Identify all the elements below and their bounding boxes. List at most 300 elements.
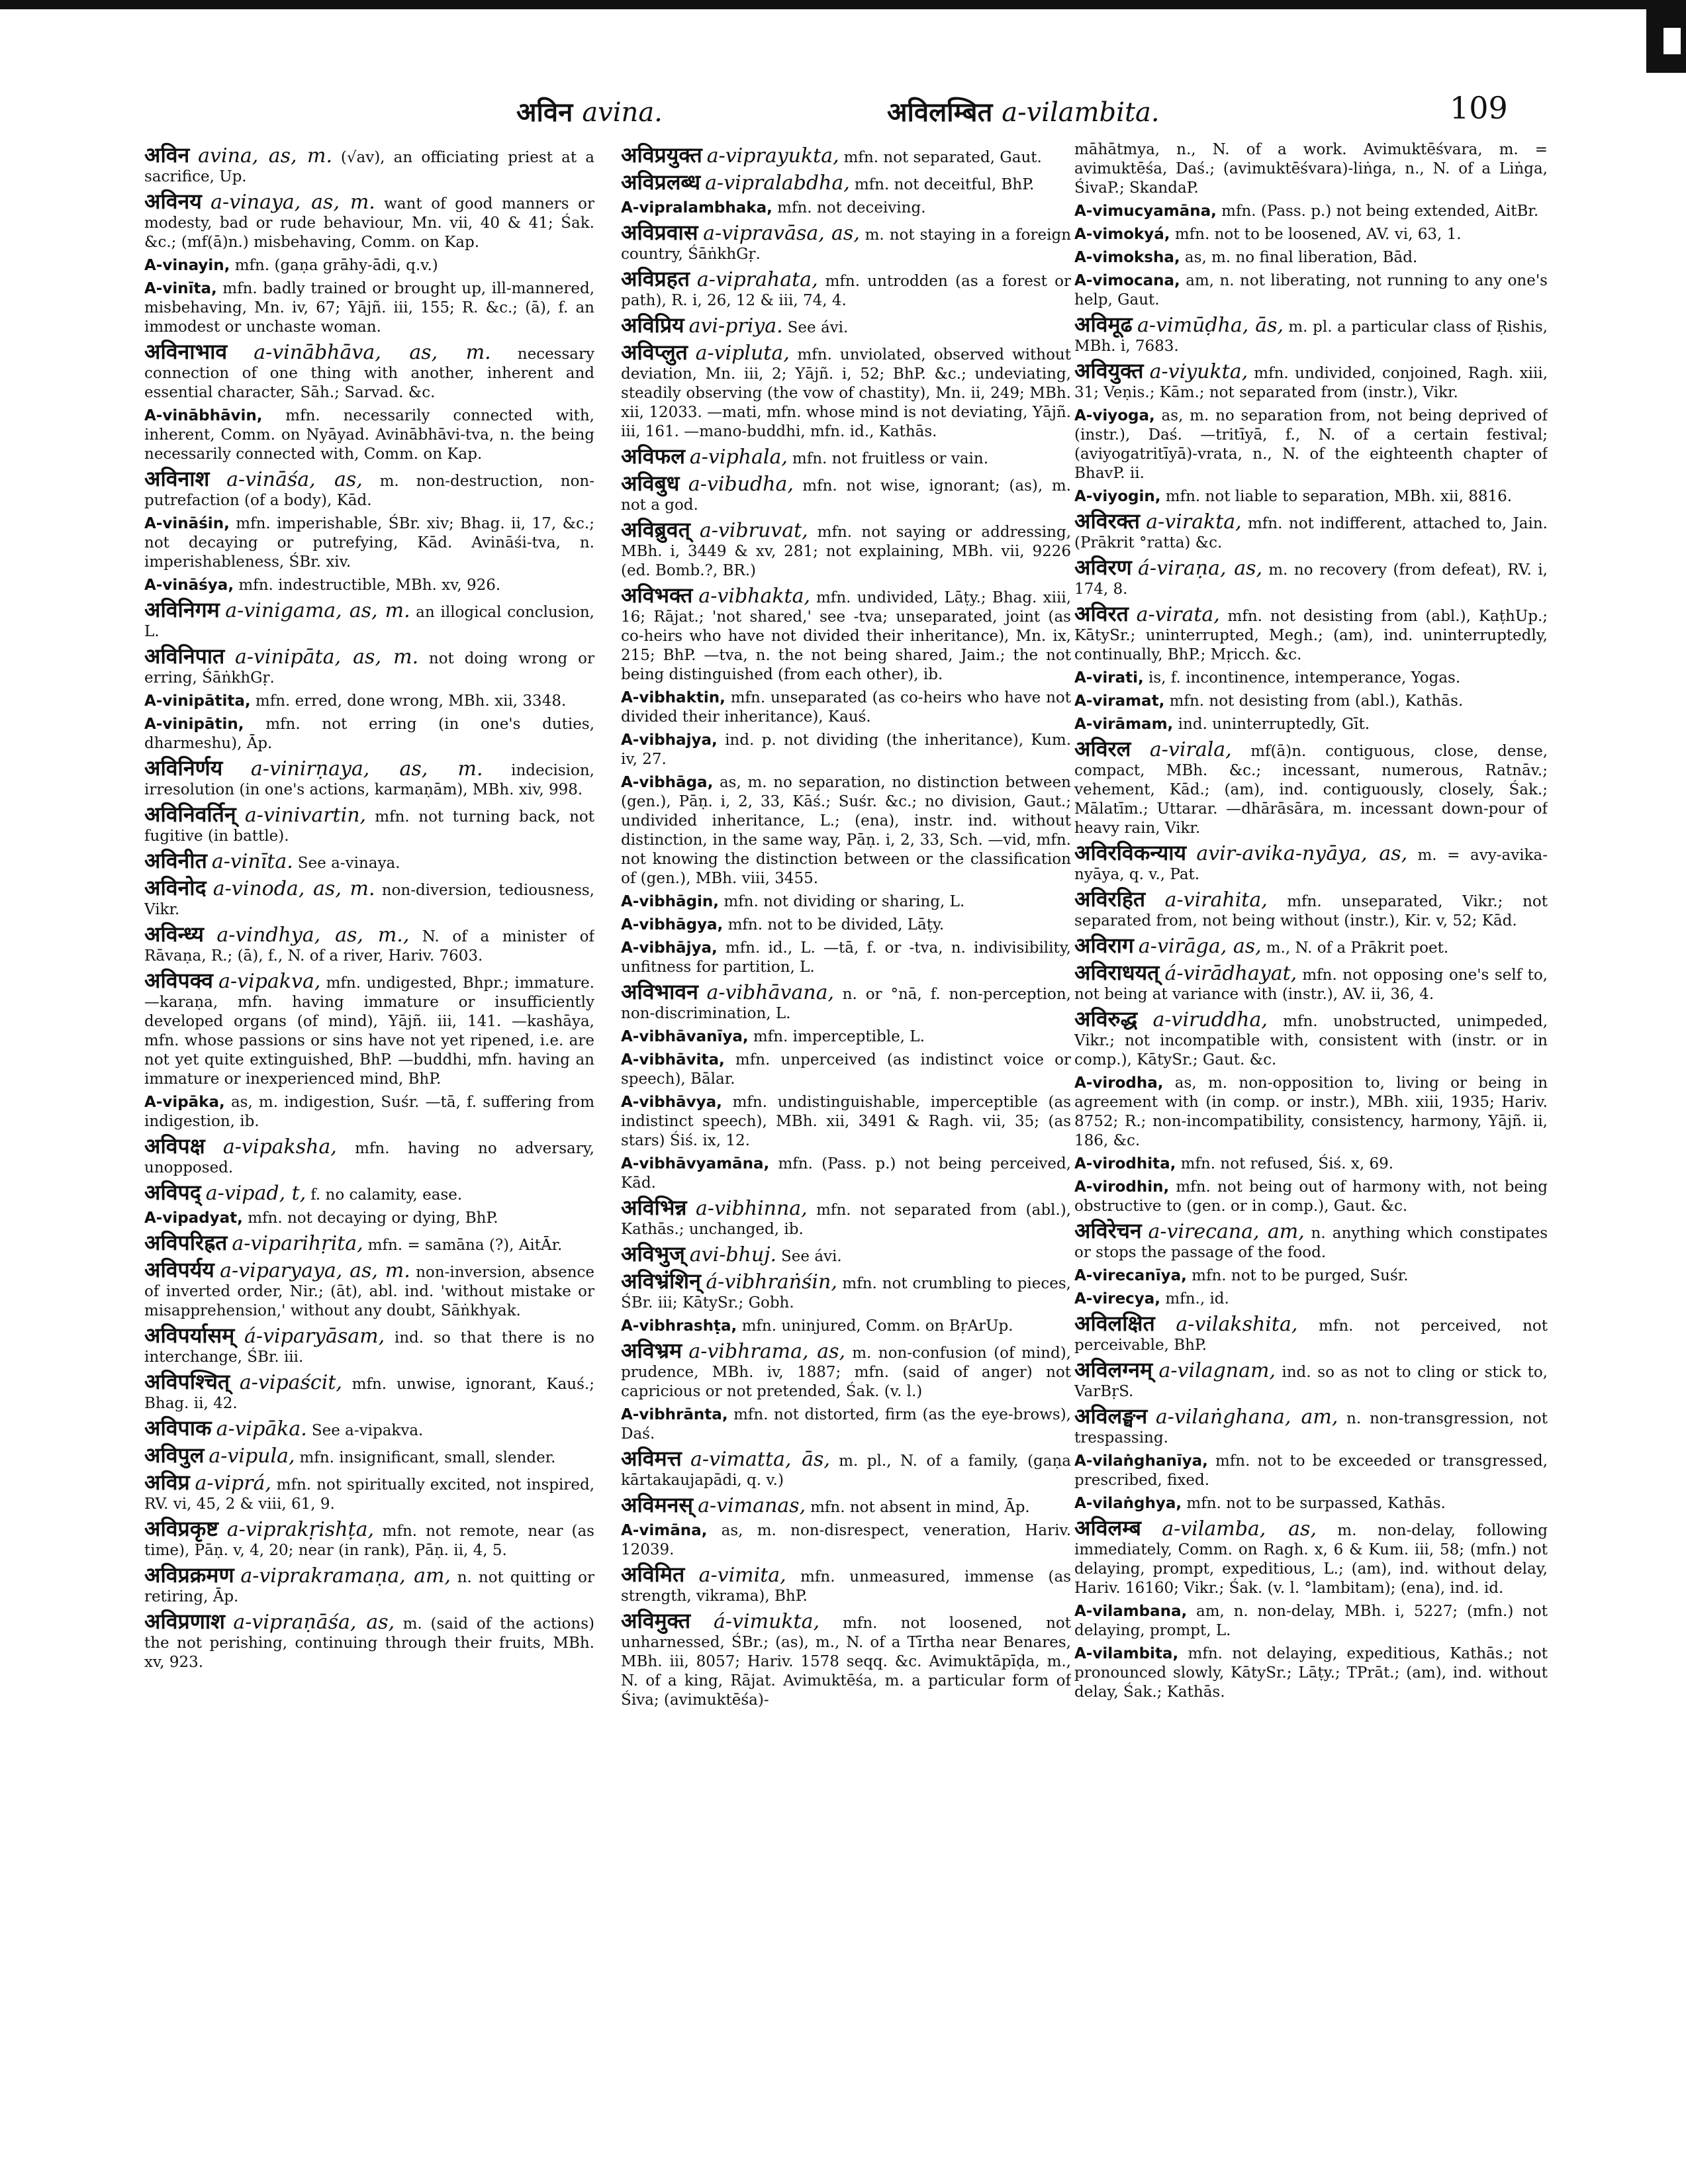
entry-headword-devanagari: अविलम्ब xyxy=(1074,1515,1141,1541)
subentry-term: A-vibhāvya, xyxy=(621,1094,722,1111)
subentry-term: A-virodhin, xyxy=(1074,1178,1170,1196)
subentry-term: A-vilaṅghya, xyxy=(1074,1495,1182,1512)
entry-headword-devanagari: अविरुद्ध xyxy=(1074,1006,1138,1031)
subentry-definition: mfn. badly trained or brought up, ill-mannered, misbehaving, Mn. iv, 67; Yājñ. iii, 155; R. &c.; (ā), f. an immodest or unchaste woman. xyxy=(144,280,594,336)
entry-headword-devanagari: अविपश्चित् xyxy=(144,1369,230,1394)
entry-headword-devanagari: अविप्रहत xyxy=(621,266,690,291)
subentry-definition: mfn. not dividing or sharing, L. xyxy=(724,893,965,910)
dictionary-entry xyxy=(621,1492,1071,1517)
subentry-term: A-viyogin, xyxy=(1074,488,1161,505)
subentry-term: A-vibhaktin, xyxy=(621,689,726,706)
subentry-definition: as, m. indigestion, Suśr. —tā, f. suffering from indigestion, ib. xyxy=(144,1094,594,1130)
entry-definition: mfn. not fruitless or vain. xyxy=(792,450,989,467)
subentry-definition: mfn. not to be divided, Lāṭy. xyxy=(727,916,945,933)
subentry-definition: as, m. no separation, no distinction between (gen.), Pāṇ. i, 2, 33, Kāś.; Suśr. &c.; no division, Gaut.; undivided inheritance, L.; (ena), instr. ind. without distinction, in the same way, Pāṇ. i, 2, 33, Sch. —vid, mfn. not knowing the distinction between or the classification of (gen.), MBh. viii, 3455. xyxy=(621,774,1071,887)
entry-definition: See ávi. xyxy=(781,1248,842,1265)
entry-transliteration: a-vibhinna, xyxy=(695,1197,808,1220)
entry-definition: m. pl., N. of a family, (gaṇa kārtakaujapādi, q. v.) xyxy=(621,1452,1071,1489)
subentry-term: A-virodha, xyxy=(1074,1074,1164,1092)
entry-definition: f. no calamity, ease. xyxy=(310,1186,463,1204)
dictionary-entry xyxy=(144,802,594,846)
entry-headword-devanagari: अविपर्यय xyxy=(144,1257,214,1282)
subentry-term: A-vinipātin, xyxy=(144,716,244,733)
entry-transliteration: a-virala, xyxy=(1149,738,1232,761)
dictionary-subentry xyxy=(144,1209,594,1228)
entry-transliteration: a-vibhāvana, xyxy=(706,981,835,1004)
subentry-term: A-vibhrānta, xyxy=(621,1406,728,1423)
subentry-term: A-vināśya, xyxy=(144,577,234,594)
dictionary-entry xyxy=(1074,555,1548,599)
entry-transliteration: a-vinigama, as, m. xyxy=(225,599,410,622)
column-3 xyxy=(1074,140,1548,2153)
entry-headword-devanagari: अविभक्त xyxy=(621,583,693,608)
subentry-term: A-virati, xyxy=(1074,669,1144,687)
dictionary-entry xyxy=(1074,960,1548,1004)
subentry-term: A-vibhāvanīya, xyxy=(621,1028,749,1045)
entry-transliteration: a-vibhrama, as, xyxy=(688,1340,846,1363)
subentry-definition: mfn. not decaying or dying, BhP. xyxy=(248,1210,498,1227)
subentry-definition: ind. uninterruptedly, Gīt. xyxy=(1178,716,1370,733)
entry-headword-devanagari: अविनोद xyxy=(144,875,207,900)
entry-transliteration: á-vibhraṅśin, xyxy=(706,1270,837,1294)
entry-headword-devanagari: अविराधयत् xyxy=(1074,960,1160,985)
subentry-term: A-vimucyamāna, xyxy=(1074,203,1217,220)
entry-headword-devanagari: अविप्रलब्ध xyxy=(621,169,701,195)
entry-headword-devanagari: अविभावन xyxy=(621,979,698,1004)
dictionary-entry xyxy=(1074,1311,1548,1355)
dictionary-subentry xyxy=(621,1051,1071,1089)
running-head-right-deva: अविलम्बित xyxy=(887,97,993,128)
subentry-definition: mfn. not desisting from (abl.), Kathās. xyxy=(1169,692,1464,710)
entry-headword-devanagari: अविपक्ष xyxy=(144,1133,205,1159)
entry-transliteration: a-viruddha, xyxy=(1152,1008,1268,1031)
subentry-term: A-viyoga, xyxy=(1074,407,1155,424)
entry-transliteration: a-vipula, xyxy=(209,1445,295,1468)
entry-transliteration: a-vimanas, xyxy=(698,1494,806,1517)
dictionary-subentry xyxy=(621,916,1071,935)
entry-headword-devanagari: अविप्लुत xyxy=(621,340,688,365)
entry-headword-devanagari: अविरहित xyxy=(1074,886,1146,912)
entry-headword-devanagari: अविफल xyxy=(621,444,685,469)
entry-headword-devanagari: अविपर्यासम् xyxy=(144,1323,235,1348)
subentry-term: A-vinayin, xyxy=(144,257,230,274)
dictionary-entry xyxy=(1074,508,1548,553)
dictionary-entry xyxy=(144,597,594,641)
entry-headword-devanagari: अविब्रुवत् xyxy=(621,517,690,542)
entry-definition: non-inversion, absence of inverted order, Nir.; (āt), abl. ind. 'without mistake or misapprehension,' without any doubt, Sāṅkhyak. xyxy=(144,1264,594,1319)
entry-definition: want of good manners or modesty, bad or rude behaviour, Mn. vii, 40 & 41; Śak. &c.; (mf(ā)n.) misbehaving, Comm. on Kap. xyxy=(144,195,594,251)
entry-definition: mfn. insignificant, small, slender. xyxy=(299,1449,556,1466)
subentry-term: A-virodhita, xyxy=(1074,1155,1176,1172)
top-border xyxy=(0,0,1686,9)
entry-headword-devanagari: अविभ्रंशिन् xyxy=(621,1268,701,1294)
subentry-term: A-vimocana, xyxy=(1074,272,1180,289)
entry-transliteration: a-vinaya, as, m. xyxy=(211,191,375,214)
entry-headword-devanagari: अविमूढ xyxy=(1074,312,1133,337)
dictionary-subentry xyxy=(1074,225,1548,244)
entry-transliteration: a-viprakramaṇa, am, xyxy=(240,1564,451,1588)
dictionary-subentry xyxy=(1074,1266,1548,1286)
column-2 xyxy=(621,140,1071,2153)
entry-transliteration: a-viphala, xyxy=(689,446,788,469)
dictionary-entry xyxy=(1074,1403,1548,1448)
entry-definition: See a-vinaya. xyxy=(297,855,400,872)
entry-transliteration: á-viparyāsam, xyxy=(244,1325,385,1348)
running-head-left-deva: अविन xyxy=(516,97,573,128)
dictionary-entry xyxy=(621,1268,1071,1313)
entry-definition: mf(ā)n. contiguous, close, dense, compact, MBh. &c.; incessant, numerous, Ratnāv.; vehement, Kād.; (am), ind. contiguously, closely, Śak.; Mālatīm.; Uttarar. —dhārāsāra, m. incessant down-pour of heavy rain, Vikr. xyxy=(1074,743,1548,837)
entry-transliteration: á-virādhayat, xyxy=(1164,962,1297,985)
dictionary-entry xyxy=(621,266,1071,310)
dictionary-entry xyxy=(144,848,594,873)
entry-headword-devanagari: अविनय xyxy=(144,189,202,214)
column-1 xyxy=(144,140,594,2153)
entry-transliteration: a-viprahata, xyxy=(696,268,818,291)
dictionary-entry xyxy=(1074,1006,1548,1070)
entry-definition: mfn. not crumbling to pieces, ŚBr. iii; KātySr.; Gobh. xyxy=(621,1275,1071,1311)
entry-headword-devanagari: अविप्र xyxy=(144,1470,190,1495)
running-head-right xyxy=(887,93,1160,129)
subentry-term: A-virecya, xyxy=(1074,1290,1161,1307)
entry-transliteration: a-vibhakta, xyxy=(698,585,811,608)
entry-definition: non-diversion, tediousness, Vikr. xyxy=(144,882,594,918)
subentry-definition: mfn. imperishable, ŚBr. xiv; Bhag. ii, 17, &c.; not decaying or putrefying, Kād. Avināśi-tva, n. imperishableness, ŚBr. xiv. xyxy=(144,515,594,571)
dictionary-columns xyxy=(144,140,1548,2153)
entry-definition: n. non-transgression, not trespassing. xyxy=(1074,1410,1548,1447)
entry-definition: m. = avy-avika-nyāya, q. v., Pat. xyxy=(1074,847,1548,883)
subentry-definition: ind. p. not dividing (the inheritance), Kum. iv, 27. xyxy=(621,732,1071,768)
entry-definition: ind. so that there is no interchange, ŚBr. iii. xyxy=(144,1329,594,1366)
subentry-term: A-vimoksha, xyxy=(1074,249,1180,266)
entry-headword-devanagari: अविनिपात xyxy=(144,643,225,669)
subentry-definition: mfn. uninjured, Comm. on BṛArUp. xyxy=(741,1317,1013,1335)
subentry-term: A-vibhājya, xyxy=(621,939,718,957)
dictionary-entry xyxy=(621,471,1071,515)
dictionary-subentry xyxy=(1074,1494,1548,1513)
entry-definition: mfn. not desisting from (abl.), KaṭhUp.; KātySr.; uninterrupted, Megh.; (am), ind. uninterruptedly, continually, BhP.; Mṛicch. &c. xyxy=(1074,608,1548,663)
subentry-definition: is, f. incontinence, intemperance, Yogas. xyxy=(1148,669,1461,687)
dictionary-subentry xyxy=(621,1405,1071,1444)
entry-headword-devanagari: अविभिन्न xyxy=(621,1195,687,1220)
entry-headword-devanagari: अविनाभाव xyxy=(144,339,228,364)
subentry-definition: mfn. imperceptible, L. xyxy=(753,1028,925,1045)
subentry-definition: mfn. not to be loosened, AV. vi, 63, 1. xyxy=(1174,226,1462,243)
subentry-definition: mfn. indestructible, MBh. xv, 926. xyxy=(238,577,501,594)
entry-definition: m. no recovery (from defeat), RV. i, 174, 8. xyxy=(1074,561,1548,598)
entry-transliteration: a-vipaksha, xyxy=(222,1135,337,1159)
subentry-definition: mfn. id., L. —tā, f. or -tva, n. indivisibility, unfitness for partition, L. xyxy=(621,939,1071,976)
dictionary-subentry xyxy=(144,279,594,337)
entry-transliteration: a-virecana, am, xyxy=(1148,1220,1305,1243)
subentry-term: A-virāmam, xyxy=(1074,716,1174,733)
page-corner-mark xyxy=(1646,0,1686,73)
dictionary-entry xyxy=(621,1446,1071,1490)
entry-headword-devanagari: अविनीत xyxy=(144,848,207,873)
entry-headword-devanagari: अविलग्नम् xyxy=(1074,1357,1153,1382)
subentry-definition: mfn. necessarily connected with, inherent, Comm. on Nyāyad. Avinābhāvi-tva, n. the being necessarily connected with, Comm. on Kap. xyxy=(144,407,594,463)
entry-definition: mfn. unwise, ignorant, Kauś.; Bhag. ii, 42. xyxy=(144,1376,594,1412)
dictionary-entry xyxy=(1074,933,1548,958)
entry-definition: m. not staying in a foreign country, ŚāṅkhGṛ. xyxy=(621,226,1071,263)
entry-definition: m. non-destruction, non-putrefaction (of a body), Kād. xyxy=(144,473,594,509)
entry-transliteration: a-vibudha, xyxy=(688,473,794,496)
subentry-term: A-vipāka, xyxy=(144,1094,225,1111)
entry-headword-devanagari: अविपक्व xyxy=(144,968,213,993)
running-head-left xyxy=(516,93,663,129)
subentry-definition: am, n. not liberating, not running to any one's help, Gaut. xyxy=(1074,272,1548,309)
dictionary-subentry xyxy=(621,892,1071,912)
dictionary-entry xyxy=(144,755,594,800)
dictionary-entry xyxy=(621,312,1071,338)
subentry-definition: mfn. erred, done wrong, MBh. xii, 3348. xyxy=(255,692,567,710)
entry-headword-devanagari: अविरल xyxy=(1074,736,1131,761)
entry-definition: mfn. not indifferent, attached to, Jain. (Prākrit °ratta) &c. xyxy=(1074,515,1548,551)
entry-transliteration: a-vipāka. xyxy=(216,1417,307,1441)
entry-headword-devanagari: अविराग xyxy=(1074,933,1134,958)
entry-headword-devanagari: अविनिवर्तिन् xyxy=(144,802,236,827)
entry-headword-devanagari: अविप्रवास xyxy=(621,220,698,245)
entry-definition: mfn. not separated from (abl.), Kathās.; unchanged, ib. xyxy=(621,1202,1071,1238)
dictionary-entry xyxy=(621,583,1071,685)
dictionary-subentry xyxy=(144,256,594,275)
subentry-definition: am, n. non-delay, MBh. i, 5227; (mfn.) not delaying, prompt, L. xyxy=(1074,1603,1548,1639)
dictionary-entry xyxy=(1074,886,1548,931)
entry-transliteration: a-vibruvat, xyxy=(699,519,808,542)
dictionary-entry xyxy=(621,220,1071,264)
dictionary-entry xyxy=(144,1230,594,1255)
entry-definition: N. of a minister of Rāvaṇa, R.; (ā), f., N. of a river, Hariv. 7603. xyxy=(144,928,594,965)
dictionary-entry xyxy=(144,968,594,1089)
dictionary-entry xyxy=(1074,1515,1548,1598)
subentry-definition: mfn. not to be surpassed, Kathās. xyxy=(1186,1495,1446,1512)
entry-definition: mfn. unmeasured, immense (as strength, vikrama), BhP. xyxy=(621,1568,1071,1605)
entry-definition: mfn. unobstructed, unimpeded, Vikr.; not incompatible with, consistent with (instr. or in comp.), KātySr.; Gaut. &c. xyxy=(1074,1013,1548,1068)
entry-headword-devanagari: अविप्रयुक्त xyxy=(621,142,702,167)
entry-transliteration: a-vinābhāva, as, m. xyxy=(254,341,491,364)
entry-definition: m. pl. a particular class of Ṛishis, MBh. i, 7683. xyxy=(1074,318,1548,355)
entry-definition: mfn. not saying or addressing, MBh. i, 3449 & xv, 281; not explaining, MBh. vii, 9226 (ed. Bomb.?, BR.) xyxy=(621,524,1071,579)
entry-definition: mfn. not absent in mind, Āp. xyxy=(810,1499,1030,1516)
dictionary-subentry xyxy=(1074,1290,1548,1309)
entry-definition: m. non-confusion (of mind), prudence, MBh. iv, 1887; mfn. (said of anger) not capricious or not pretended, Śak. (v. l.) xyxy=(621,1345,1071,1400)
subentry-term: A-virecanīya, xyxy=(1074,1267,1187,1284)
subentry-term: A-vibhāga, xyxy=(621,774,714,791)
entry-headword-devanagari: अविनाश xyxy=(144,466,210,491)
entry-transliteration: avina, as, m. xyxy=(198,144,332,167)
dictionary-subentry xyxy=(1074,271,1548,310)
subentry-term: A-vinipātita, xyxy=(144,692,251,710)
entry-definition: m. non-delay, following immediately, Comm. on Ragh. x, 6 & Kum. iii, 58; (mfn.) not delaying, prompt, expeditious, L.; (am), ind. without delay, Hariv. 16160; Vikr.; Śak. (v. l. °lambitam); (ena), ind. id. xyxy=(1074,1522,1548,1597)
dictionary-subentry xyxy=(1074,487,1548,506)
subentry-definition: mfn. not delaying, expeditious, Kathās.; not pronounced slowly, KātySr.; Lāṭy.; TPrāt.; (am), ind. without delay, Śak.; Kathās. xyxy=(1074,1645,1548,1701)
dictionary-entry xyxy=(621,979,1071,1023)
dictionary-subentry xyxy=(1074,1644,1548,1702)
page-header xyxy=(0,90,1686,132)
subentry-term: A-vibhāvyamāna, xyxy=(621,1155,770,1172)
subentry-definition: mfn. not deceiving. xyxy=(777,199,926,216)
subentry-definition: mfn. not refused, Śiś. x, 69. xyxy=(1180,1155,1394,1172)
dictionary-subentry xyxy=(621,199,1071,218)
entry-transliteration: a-vinirṇaya, as, m. xyxy=(250,757,483,781)
subentry-definition: mfn. undistinguishable, imperceptible (as indistinct speech), MBh. xii, 3491 & Ragh. vii, 35; (as stars) Śiś. ix, 12. xyxy=(621,1094,1071,1149)
entry-transliteration: a-virakta, xyxy=(1146,510,1242,534)
subentry-term: A-vināśin, xyxy=(144,515,230,532)
entry-transliteration: a-viprayukta, xyxy=(706,144,839,167)
dictionary-subentry xyxy=(621,731,1071,769)
dictionary-entry xyxy=(1074,1218,1548,1262)
dictionary-entry xyxy=(621,1338,1071,1401)
entry-transliteration: a-vinoda, as, m. xyxy=(212,877,375,900)
dictionary-entry xyxy=(1074,840,1548,884)
entry-headword-devanagari: अविपुल xyxy=(144,1443,205,1468)
entry-headword-devanagari: अविपरिह्रत xyxy=(144,1230,228,1255)
subentry-definition: mfn. unseparated (as co-heirs who have not divided their inheritance), Kauś. xyxy=(621,689,1071,726)
subentry-definition: as, m. no separation from, not being deprived of (instr.), Daś. —tritīyā, f., N. of a certain festival; (aviyogatritīyā)-vrata, n., N. of the eighteenth chapter of BhavP. ii. xyxy=(1074,407,1548,482)
entry-transliteration: a-vinivartin, xyxy=(244,804,367,827)
dictionary-entry xyxy=(144,1516,594,1560)
dictionary-entry xyxy=(144,1323,594,1367)
running-head-left-roman: avina. xyxy=(582,97,663,128)
subentry-definition: mfn. not erring (in one's duties, dharmeshu), Āp. xyxy=(144,716,594,752)
dictionary-entry xyxy=(1074,736,1548,838)
entry-definition: mfn. unviolated, observed without deviation, Mn. iii, 2; Yājñ. i, 52; BhP. &c.; undeviating, steadily observing (the vow of chastity), Mn. ii, 249; MBh. xii, 12033. —mati, mfn. whose mind is not deviating, Yājñ. iii, 161. —mano-buddhi, mfn. id., Kathās. xyxy=(621,346,1071,440)
subentry-definition: mfn. not being out of harmony with, not being obstructive to (gen. or in comp.), Gaut. &c. xyxy=(1074,1178,1548,1215)
dictionary-subentry xyxy=(1074,669,1548,688)
entry-transliteration: a-vināśa, as, xyxy=(226,468,363,491)
dictionary-subentry xyxy=(1074,715,1548,734)
entry-transliteration: a-viprakṛishṭa, xyxy=(226,1518,374,1541)
entry-definition: n. not quitting or retiring, Āp. xyxy=(144,1569,594,1605)
subentry-term: A-vimāna, xyxy=(621,1522,708,1539)
entry-transliteration: a-vilagnam, xyxy=(1158,1359,1276,1382)
entry-definition: n. anything which constipates or stops the passage of the food. xyxy=(1074,1225,1548,1261)
subentry-term: A-vinābhāvin, xyxy=(144,407,263,424)
dictionary-entry xyxy=(144,875,594,920)
entry-definition: mfn. not loosened, not unharnessed, ŚBr.; (as), m., N. of a Tīrtha near Benares, MBh. iii, 8057; Hariv. 1578 seqq. &c. Avimuktāpīḍa, m., N. of a king, Rājat. Avimuktēśa, m. a particular form of Śiva; (avimuktēśa)- xyxy=(621,1615,1071,1709)
dictionary-entry xyxy=(144,1257,594,1321)
dictionary-subentry xyxy=(1074,1452,1548,1490)
entry-definition: n. or °nā, f. non-perception, non-discrimination, L. xyxy=(621,986,1071,1022)
running-head-right-roman: a-vilambita. xyxy=(1002,97,1160,128)
entry-definition: mfn. untrodden (as a forest or path), R. i, 26, 12 & iii, 74, 4. xyxy=(621,273,1071,309)
dictionary-subentry xyxy=(1074,202,1548,221)
entry-transliteration: a-vinīta. xyxy=(211,850,293,873)
entry-transliteration: avi-priya. xyxy=(688,314,783,338)
entry-headword-devanagari: अविन xyxy=(144,142,190,167)
dictionary-subentry xyxy=(1074,1155,1548,1174)
dictionary-entry xyxy=(1074,1357,1548,1401)
entry-transliteration: a-vipravāsa, as, xyxy=(703,222,860,245)
entry-transliteration: a-viprá, xyxy=(195,1472,271,1495)
entry-transliteration: a-vipaścit, xyxy=(239,1371,342,1394)
entry-headword-devanagari: अविन्ध्य xyxy=(144,922,204,947)
dictionary-subentry xyxy=(1074,248,1548,267)
dictionary-subentry xyxy=(1074,1602,1548,1640)
entry-definition: m., N. of a Prākrit poet. xyxy=(1266,939,1449,957)
entry-definition: mfn. not wise, ignorant; (as), m. not a god. xyxy=(621,477,1071,514)
subentry-definition: mfn. not to be purged, Suśr. xyxy=(1192,1267,1409,1284)
subentry-definition: as, m. no final liberation, Bād. xyxy=(1184,249,1418,266)
subentry-definition: mfn. (Pass. p.) not being perceived, Kād. xyxy=(621,1155,1071,1192)
entry-transliteration: a-viparihṛita, xyxy=(232,1232,363,1255)
subentry-definition: as, m. non-opposition to, living or being in agreement with (in comp. or instr.), MBh. xiii, 1935; Hariv. 8752; R.; non-incompatibility, consistency, harmony, Yājñ. ii, 186, &c. xyxy=(1074,1074,1548,1149)
dictionary-subentry xyxy=(621,688,1071,727)
entry-transliteration: á-viraṇa, as, xyxy=(1137,557,1263,580)
dictionary-subentry xyxy=(1074,692,1548,711)
entry-definition: mfn. not remote, near (as time), Pāṇ. v, 4, 20; near (in rank), Pāṇ. ii, 4, 5. xyxy=(144,1523,594,1559)
entry-transliteration: a-virata, xyxy=(1136,603,1220,626)
entry-transliteration: a-vilakshita, xyxy=(1176,1313,1298,1336)
subentry-term: A-vibhāvita, xyxy=(621,1051,725,1068)
entry-headword-devanagari: अवियुक्त xyxy=(1074,358,1144,383)
entry-definition: mfn. not deceitful, BhP. xyxy=(854,176,1035,193)
entry-transliteration: á-vimukta, xyxy=(714,1610,820,1633)
entry-headword-devanagari: अविरेचन xyxy=(1074,1218,1142,1243)
entry-definition: mfn. undivided, Lāṭy.; Bhag. xiii, 16; Rājat.; 'not shared,' see -tva; unseparated, joint (as co-heirs who have not divided their inheritance), Mn. ix, 215; BhP. —tva, n. the not being shared, Jaim.; the not being distinguished (from each other), ib. xyxy=(621,589,1071,683)
entry-definition: (√av), an officiating priest at a sacrifice, Up. xyxy=(144,149,594,185)
entry-headword-devanagari: अविरक्त xyxy=(1074,508,1141,534)
entry-definition: necessary connection of one thing with another, inherent and essential character, Sāh.; Sarvad. &c. xyxy=(144,346,594,401)
dictionary-subentry xyxy=(144,514,594,572)
page-number: 109 xyxy=(1450,90,1508,126)
dictionary-subentry xyxy=(144,406,594,464)
dictionary-subentry xyxy=(144,1093,594,1131)
dictionary-subentry xyxy=(621,1155,1071,1193)
entry-headword-devanagari: अविलङ्घन xyxy=(1074,1403,1148,1429)
subentry-definition: as, m. non-disrespect, veneration, Hariv. 12039. xyxy=(621,1522,1071,1558)
entry-headword-devanagari: अविभुज् xyxy=(621,1241,685,1266)
subentry-definition: mfn. not distorted, firm (as the eye-brows), Daś. xyxy=(621,1406,1071,1443)
dictionary-entry xyxy=(144,339,594,403)
entry-transliteration: a-vilamba, as, xyxy=(1162,1517,1317,1541)
entry-definition: mfn. undigested, Bhpr.; immature. —karaṇa, mfn. having immature or insufficiently developed organs (of mind), Yājñ. iii, 141. —kashāya, mfn. whose passions or sins have not yet ripened, i.e. are not yet quite extinguished, BhP. —buddhi, mfn. having an immature or inexperienced mind, BhP. xyxy=(144,974,594,1088)
dictionary-entry xyxy=(144,1562,594,1607)
entry-transliteration: a-vimita, xyxy=(698,1564,786,1587)
entry-headword-devanagari: अविप्रक्रमण xyxy=(144,1562,234,1588)
subentry-definition: māhātmya, n., N. of a work. Avimuktēśvara, m. = avimuktēśa, Daś.; (avimuktēśvara)-liṅga, n., N. of a Liṅga, ŚivaP.; SkandaP. xyxy=(1074,141,1548,197)
dictionary-entry xyxy=(144,643,594,688)
dictionary-entry xyxy=(144,1415,594,1441)
subentry-definition: mfn. (Pass. p.) not being extended, AitBr. xyxy=(1221,203,1539,220)
entry-transliteration: a-vipad, t, xyxy=(205,1182,306,1205)
entry-definition: mfn. not turning back, not fugitive (in battle). xyxy=(144,808,594,845)
entry-headword-devanagari: अविनिर्णय xyxy=(144,755,223,781)
entry-headword-devanagari: अविरविकन्याय xyxy=(1074,840,1187,865)
subentry-term: A-viramat, xyxy=(1074,692,1165,710)
entry-definition: mfn. having no adversary, unopposed. xyxy=(144,1140,594,1176)
subentry-term: A-vibhajya, xyxy=(621,732,718,749)
dictionary-entry xyxy=(621,142,1071,167)
dictionary-entry xyxy=(144,1133,594,1178)
dictionary-subentry xyxy=(1074,1074,1548,1151)
entry-transliteration: a-vipakva, xyxy=(218,970,321,993)
entry-headword-devanagari: अविपद् xyxy=(144,1180,201,1205)
dictionary-entry xyxy=(1074,358,1548,403)
entry-transliteration: a-viparyaya, as, m. xyxy=(220,1259,410,1282)
entry-definition: mfn. unseparated, Vikr.; not separated from, not being without (instr.), Kir. v, 52; Kād. xyxy=(1074,893,1548,929)
subentry-term: A-vipralambhaka, xyxy=(621,199,773,216)
dictionary-entry xyxy=(144,466,594,510)
dictionary-entry xyxy=(1074,601,1548,665)
entry-headword-devanagari: अविपाक xyxy=(144,1415,212,1441)
entry-transliteration: a-vinipāta, as, m. xyxy=(234,645,419,669)
dictionary-subentry xyxy=(621,1521,1071,1560)
entry-definition: mfn. not separated, Gaut. xyxy=(843,149,1042,166)
dictionary-entry xyxy=(144,1470,594,1514)
subentry-term: A-vilambana, xyxy=(1074,1603,1188,1620)
dictionary-entry xyxy=(144,1609,594,1672)
entry-headword-devanagari: अविबुध xyxy=(621,471,680,496)
